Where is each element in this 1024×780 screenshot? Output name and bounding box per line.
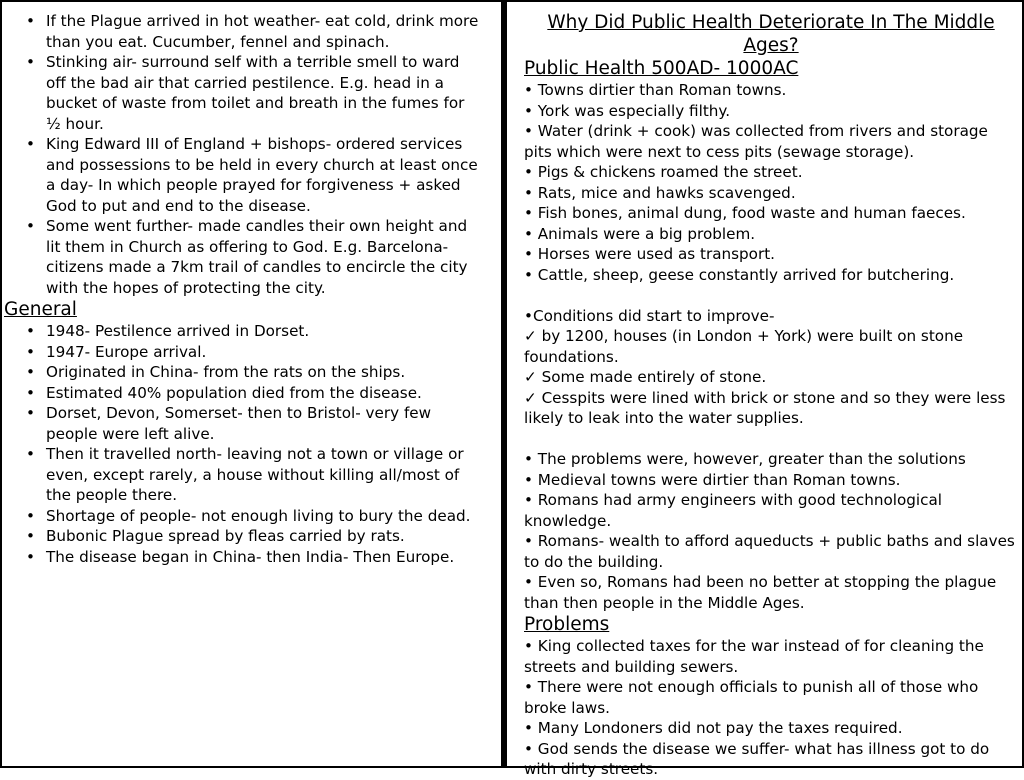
list-item: • Dorset, Devon, Somerset- then to Bristol- very few people were left alive. <box>26 403 481 444</box>
list-item: • Pigs & chickens roamed the street. <box>524 162 1018 183</box>
list-item: • The problems were, however, greater than the solutions <box>524 449 1018 470</box>
list-item: • Horses were used as transport. <box>524 244 1018 265</box>
list-item: • Many Londoners did not pay the taxes required. <box>524 718 1018 739</box>
list-item: • Rats, mice and hawks scavenged. <box>524 183 1018 204</box>
spacer <box>524 285 1018 306</box>
right-notes-panel <box>503 0 1024 778</box>
list-item: • If the Plague arrived in hot weather- eat cold, drink more than you eat. Cucumber, fennel and spinach. <box>26 11 481 52</box>
list-item: • Bubonic Plague spread by fleas carried by rats. <box>26 526 481 547</box>
list-item: • The disease began in China- then India- Then Europe. <box>26 547 481 568</box>
list-item: • Cattle, sheep, geese constantly arrived for butchering. <box>524 265 1018 286</box>
improve-intro: •Conditions did start to improve- <box>524 306 775 325</box>
check-item: ✓ Some made entirely of stone. <box>524 367 1018 388</box>
list-item: • Originated in China- from the rats on the ships. <box>26 362 481 383</box>
list-item: • Romans had army engineers with good technological knowledge. <box>524 490 1018 531</box>
check-item: ✓ by 1200, houses (in London + York) were built on stone foundations. <box>524 326 1018 367</box>
list-item: • Stinking air- surround self with a terrible smell to ward off the bad air that carried pestilence. E.g. head in a bucket of waste from toilet and breath in the fumes for ½ hour. <box>26 52 481 134</box>
list-item: • Medieval towns were dirtier than Roman towns. <box>524 470 1018 491</box>
list-item: • 1947- Europe arrival. <box>26 342 481 363</box>
list-item: • Towns dirtier than Roman towns. <box>524 80 1018 101</box>
list-item: • Then it travelled north- leaving not a town or village or even, except rarely, a house without killing all/most of the people there. <box>26 444 481 506</box>
list-item: • Even so, Romans had been no better at stopping the plague than then people in the Middle Ages. <box>524 572 1018 613</box>
list-item: • King collected taxes for the war instead of for cleaning the streets and building sewers. <box>524 636 1018 677</box>
spacer <box>524 429 1018 450</box>
page-title: Why Did Public Health Deteriorate In The Middle Ages? <box>547 12 995 56</box>
list-item: • Water (drink + cook) was collected from rivers and storage pits which were next to cess pits (sewage storage). <box>524 121 1018 162</box>
list-item: • King Edward III of England + bishops- ordered services and possessions to be held in every church at least once a day- In which people prayed for forgiveness + asked God to put and end to the disease. <box>26 134 481 216</box>
problems-list <box>524 636 1018 780</box>
public-health-heading: Public Health 500AD- 1000AC <box>524 58 799 79</box>
list-item: • Shortage of people- not enough living to bury the dead. <box>26 506 481 527</box>
list-item: • 1948- Pestilence arrived in Dorset. <box>26 321 481 342</box>
list-item: • York was especially filthy. <box>524 101 1018 122</box>
list-item: • Estimated 40% population died from the disease. <box>26 383 481 404</box>
list-item: • There were not enough officials to punish all of those who broke laws. <box>524 677 1018 718</box>
list-item: • Animals were a big problem. <box>524 224 1018 245</box>
list-item: • Romans- wealth to afford aqueducts + public baths and slaves to do the building. <box>524 531 1018 572</box>
general-heading: General <box>4 299 77 320</box>
left-notes-panel <box>0 0 503 768</box>
problems-heading: Problems <box>524 614 610 635</box>
public-health-list <box>524 80 1018 613</box>
plague-remedies-list <box>26 11 481 298</box>
list-item: • God sends the disease we suffer- what has illness got to do with dirty streets. <box>524 739 1018 780</box>
list-item: • Some went further- made candles their own height and lit them in Church as offering to God. E.g. Barcelona- citizens made a 7km trail of candles to encircle the city with the hopes of protecting the city. <box>26 216 481 298</box>
list-item: • Fish bones, animal dung, food waste and human faeces. <box>524 203 1018 224</box>
general-list <box>26 321 481 567</box>
check-item: ✓ Cesspits were lined with brick or stone and so they were less likely to leak into the water supplies. <box>524 388 1018 429</box>
